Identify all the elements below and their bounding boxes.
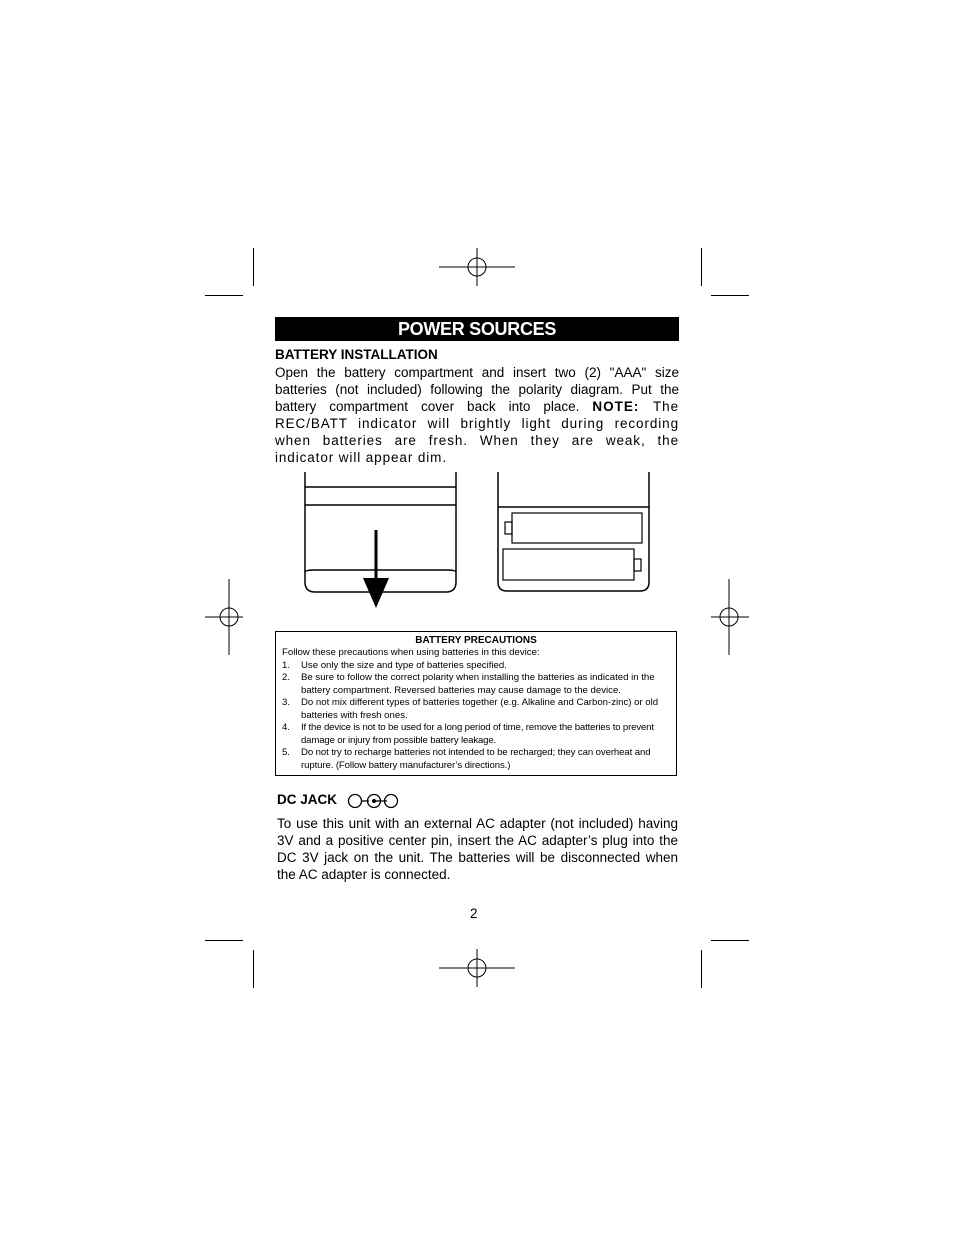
battery-installation-heading: BATTERY INSTALLATION: [275, 347, 438, 362]
battery-precautions-box: [275, 631, 677, 776]
registration-mark-icon: [205, 579, 243, 655]
dc-jack-body: To use this unit with an external AC adapter (not included) having 3V and a positive center pin, insert the AC adapter’s plug into the DC 3V jack on the unit. The batteries will be disconnected when the AC adapter is connected.: [277, 816, 678, 882]
list-item: 1. Use only the size and type of batteries specified.: [282, 659, 507, 671]
down-arrow-icon: [363, 530, 389, 608]
crop-mark: [253, 248, 254, 286]
crop-mark: [701, 248, 702, 286]
crop-mark: [205, 295, 243, 296]
list-item: 5. Do not try to recharge batteries not intended to be recharged; they can overheat and rupture. (Follow battery manufacturer’s directions.): [282, 747, 651, 771]
precautions-list: [276, 660, 676, 773]
crop-mark: [253, 950, 254, 988]
page-title: POWER SOURCES: [275, 317, 679, 341]
battery-compartment-illustration: [498, 472, 649, 591]
battery-diagram: [295, 470, 655, 610]
list-item: 3. Do not mix different types of batteries together (e.g. Alkaline and Carbon-zinc) or old batteries with fresh ones.: [282, 697, 659, 721]
dc-jack-heading: DC JACK: [277, 792, 338, 807]
crop-mark: [711, 295, 749, 296]
battery-icon: [503, 549, 641, 580]
battery-installation-body: Open the battery compartment and insert two (2) "AAA" size batteries (not included) following the polarity diagram. Put the battery compartment cover back into place.: [275, 365, 679, 414]
precautions-intro: Follow these precautions when using batteries in this device:: [282, 647, 540, 658]
registration-mark-icon: [711, 579, 749, 655]
battery-installation-text: [275, 364, 679, 466]
registration-mark-icon: [439, 949, 515, 987]
note-body: The REC/BATT indicator will brightly light during recording when batteries are fresh. When they are weak, the indicator will appear dim.: [275, 399, 679, 465]
crop-mark: [701, 950, 702, 988]
crop-mark: [205, 940, 243, 941]
battery-icon: [505, 513, 642, 543]
list-item: 2. Be sure to follow the correct polarity when installing the batteries as indicated in the battery compartment. Reversed batteries may cause damage to the device.: [282, 672, 655, 696]
precautions-title: BATTERY PRECAUTIONS: [415, 635, 537, 646]
registration-mark-icon: [439, 248, 515, 286]
crop-mark: [711, 940, 749, 941]
note-label: NOTE:: [592, 399, 640, 414]
page-number: 2: [470, 906, 478, 921]
list-item: 4. If the device is not to be used for a long period of time, remove the batteries to prevent damage or injury from possible battery leakage.: [282, 722, 654, 746]
battery-cover-illustration: [305, 472, 456, 592]
polarity-symbol-icon: [347, 792, 401, 810]
